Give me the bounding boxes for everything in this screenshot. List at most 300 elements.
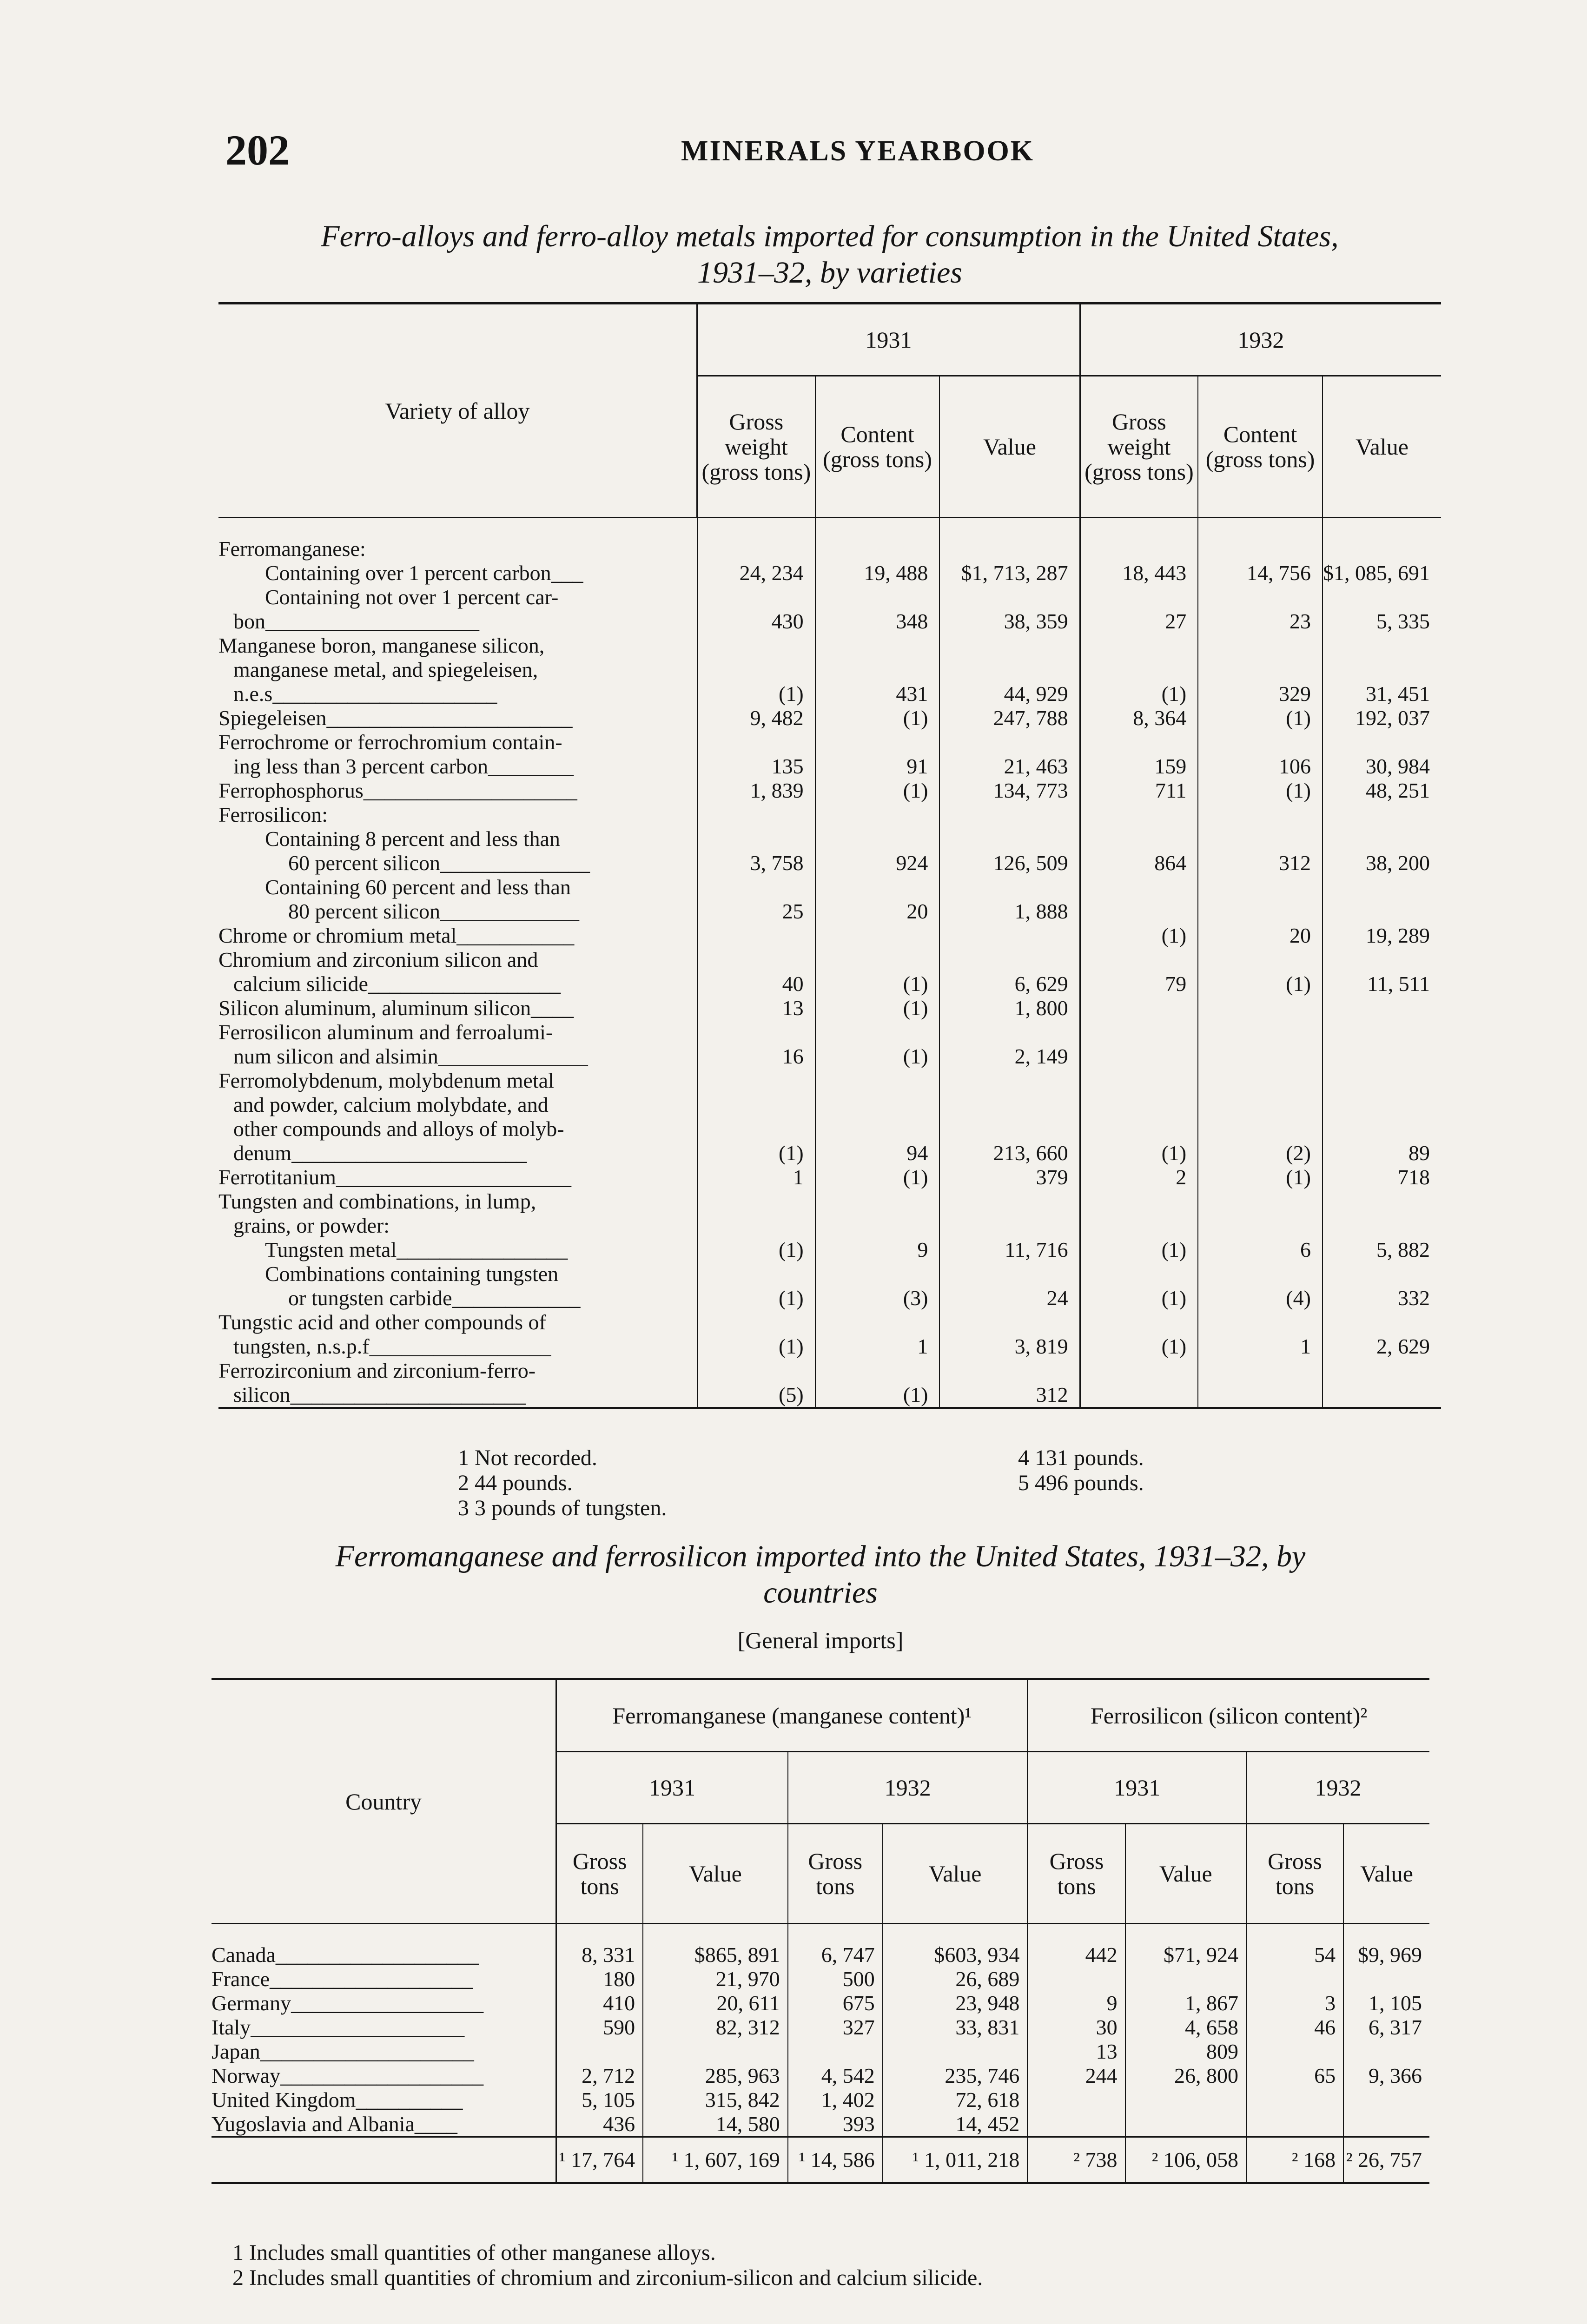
gross-weight-1931: (1) [697, 1286, 815, 1310]
value-1931 [939, 1262, 1080, 1286]
year-1932-header: 1932 [1080, 304, 1441, 376]
value-1932 [1322, 585, 1441, 609]
content-1931 [815, 1069, 940, 1093]
footnote: 5 496 pounds. [1018, 1471, 1144, 1495]
gross-weight-1932: 864 [1080, 851, 1198, 875]
gross-weight-1932: (1) [1080, 1286, 1198, 1310]
gross-weight-1931 [697, 948, 815, 972]
content-1931 [815, 803, 940, 827]
value-1932 [1322, 827, 1441, 851]
table-row [218, 658, 1441, 682]
year-1931-header: 1931 [556, 1752, 788, 1824]
value-1931 [939, 948, 1080, 972]
fs-gross-1932 [1246, 2088, 1343, 2112]
fm-value-1932 [883, 2040, 1028, 2064]
content-1932 [1198, 1093, 1322, 1117]
fs-value-1931: 809 [1125, 2040, 1246, 2064]
value-1931 [939, 803, 1080, 827]
content-1932 [1198, 948, 1322, 972]
table-row [218, 609, 1441, 634]
table1-title-line2: 1931–32, by varieties [697, 256, 963, 290]
gross-weight-1932 [1080, 899, 1198, 924]
table-row [212, 1991, 1429, 2015]
table2-title [212, 1538, 1429, 1611]
fs-value-1931: 26, 800 [1125, 2064, 1246, 2088]
value-1932 [1322, 875, 1441, 899]
content-1932 [1198, 899, 1322, 924]
fs-value-1932: 6, 317 [1369, 2015, 1422, 2039]
content-1932: (1) [1198, 1165, 1322, 1189]
gross-weight-1932 [1080, 875, 1198, 899]
content-1932: 106 [1198, 754, 1322, 779]
content-1931: 348 [815, 609, 940, 634]
value-1932 [1322, 1044, 1441, 1069]
gross-weight-1932 [1080, 996, 1198, 1020]
variety-label: Ferrosilicon: [218, 803, 697, 827]
variety-label: Containing 60 percent and less than [218, 875, 697, 899]
content-1932 [1198, 1214, 1322, 1238]
value-1932: 718 [1398, 1165, 1430, 1189]
variety-label: tungsten, n.s.p.f_________________ [218, 1334, 697, 1359]
fm-value-1932: 23, 948 [883, 1991, 1028, 2015]
footnote: 2 Includes small quantities of chromium and zirconium-silicon and calcium silicide. [232, 2265, 983, 2290]
gross-weight-1931: (1) [697, 682, 815, 706]
variety-label: Ferrochrome or ferrochromium contain- [218, 730, 697, 754]
value-1932: 31, 451 [1366, 682, 1430, 706]
variety-header: Variety of alloy [218, 304, 697, 518]
value-1932: 38, 200 [1366, 851, 1430, 875]
variety-label: 80 percent silicon_____________ [218, 899, 697, 924]
content-1931 [815, 948, 940, 972]
value-header: Value [1125, 1824, 1246, 1924]
value-1931 [939, 518, 1080, 561]
gross-weight-1932 [1080, 1214, 1198, 1238]
content-1932: 23 [1198, 609, 1322, 634]
totals-row [212, 2137, 1429, 2184]
fs-gross-1932 [1246, 2040, 1343, 2064]
variety-label: Ferrotitanium______________________ [218, 1165, 697, 1189]
value-header: Value [883, 1824, 1028, 1924]
value-1932: 48, 251 [1366, 779, 1430, 802]
table-row [218, 1189, 1441, 1214]
table1-footnotes-left [458, 1446, 667, 1521]
gross-weight-1932 [1080, 1262, 1198, 1286]
gross-weight-1931: 1, 839 [697, 779, 815, 803]
content-1931 [815, 1262, 940, 1286]
gross-weight-1932 [1080, 730, 1198, 754]
table-row [218, 585, 1441, 609]
fs-value-1931 [1125, 1967, 1246, 1991]
country-header: Country [212, 1679, 556, 1924]
content-1932 [1198, 996, 1322, 1020]
gross-weight-header: Gross weight (gross tons) [697, 376, 815, 518]
value-1931: 1, 800 [939, 996, 1080, 1020]
content-1932 [1198, 658, 1322, 682]
gross-weight-1932 [1080, 1069, 1198, 1093]
gross-weight-1931 [697, 1214, 815, 1238]
table2-subtitle: [General imports] [737, 1627, 904, 1653]
gross-weight-1931 [697, 1093, 815, 1117]
value-1931: 312 [939, 1383, 1080, 1408]
table-row [218, 682, 1441, 706]
content-1932: (1) [1198, 972, 1322, 996]
gross-tons-header: Gross tons [1246, 1824, 1343, 1924]
table1-footnotes-right [1018, 1446, 1144, 1496]
value-1932: 89 [1408, 1141, 1430, 1165]
value-1932 [1322, 1020, 1441, 1044]
gross-weight-1931 [697, 1189, 815, 1214]
gross-weight-header: Gross weight (gross tons) [1080, 376, 1198, 518]
content-1931 [815, 827, 940, 851]
gross-weight-1932 [1080, 1189, 1198, 1214]
value-1931: 38, 359 [939, 609, 1080, 634]
value-1932: 19, 289 [1366, 924, 1430, 947]
variety-label: Combinations containing tungsten [218, 1262, 697, 1286]
variety-label: manganese metal, and spiegeleisen, [218, 658, 697, 682]
fm-gross-1931 [556, 2040, 643, 2064]
fm-gross-1932: 1, 402 [788, 2088, 883, 2112]
fs-gross-1932: 3 [1246, 1991, 1343, 2015]
gross-weight-1932: 711 [1080, 779, 1198, 803]
content-1931 [815, 1117, 940, 1141]
table-row [212, 2040, 1429, 2064]
table-row [212, 1924, 1429, 1967]
table-row [218, 754, 1441, 779]
fs-gross-1931: 9 [1028, 1991, 1125, 2015]
table-row [218, 899, 1441, 924]
table-row [218, 1238, 1441, 1262]
variety-label: Containing 8 percent and less than [218, 827, 697, 851]
table1-title [218, 218, 1441, 291]
fm-gross-1931: 8, 331 [556, 1924, 643, 1967]
value-1931 [939, 1310, 1080, 1334]
fm-gross-1931: 180 [556, 1967, 643, 1991]
content-1932 [1198, 1069, 1322, 1093]
content-1931: 94 [815, 1141, 940, 1165]
fm-value-1932: 235, 746 [883, 2064, 1028, 2088]
variety-label: and powder, calcium molybdate, and [218, 1093, 697, 1117]
gross-weight-1931: 16 [697, 1044, 815, 1069]
fm-value-1932: 14, 452 [883, 2112, 1028, 2137]
gross-weight-1931: 135 [697, 754, 815, 779]
value-1931: 213, 660 [939, 1141, 1080, 1165]
gross-weight-1931: 430 [697, 609, 815, 634]
gross-weight-1932 [1080, 827, 1198, 851]
gross-weight-1931: (1) [697, 1334, 815, 1359]
variety-label: calcium silicide__________________ [218, 972, 697, 996]
value-1931: 1, 888 [939, 899, 1080, 924]
variety-label: Chromium and zirconium silicon and [218, 948, 697, 972]
gross-weight-1932 [1080, 585, 1198, 609]
table-row [218, 706, 1441, 730]
value-1931: 21, 463 [939, 754, 1080, 779]
content-1931: (1) [815, 1383, 940, 1408]
fm-gross-1931: 410 [556, 1991, 643, 2015]
fm-gross-1932: 675 [788, 1991, 883, 2015]
value-1931 [939, 875, 1080, 899]
value-1932 [1322, 1383, 1441, 1408]
gross-weight-1931 [697, 827, 815, 851]
table-row [218, 972, 1441, 996]
ferrosilicon-group-header: Ferrosilicon (silicon content)² [1028, 1679, 1429, 1752]
fm-value-1931 [643, 2040, 788, 2064]
gross-weight-1931 [697, 803, 815, 827]
value-1932 [1322, 996, 1441, 1020]
variety-label: bon____________________ [218, 609, 697, 634]
fm-value-1931: 82, 312 [643, 2015, 788, 2040]
fs-gross-1931 [1028, 2112, 1125, 2137]
table-row [218, 1334, 1441, 1359]
value-header: Value [643, 1824, 788, 1924]
table-row [218, 827, 1441, 851]
total-fs-value-1932: ² 26, 757 [1343, 2137, 1429, 2184]
content-1932: 312 [1198, 851, 1322, 875]
variety-label: Tungsten and combinations, in lump, [218, 1189, 697, 1214]
content-1932 [1198, 1383, 1322, 1408]
footnote: 1 Includes small quantities of other manganese alloys. [232, 2240, 716, 2265]
content-1931 [815, 585, 940, 609]
table2-footnotes [232, 2240, 983, 2291]
total-fm-value-1932: ¹ 1, 011, 218 [883, 2137, 1028, 2184]
fs-value-1931: 1, 867 [1125, 1991, 1246, 2015]
fs-value-1931 [1125, 2088, 1246, 2112]
content-1931: 431 [815, 682, 940, 706]
table-row [218, 1262, 1441, 1286]
running-head: MINERALS YEARBOOK [681, 135, 1035, 167]
value-header: Value [939, 376, 1080, 518]
fm-gross-1932 [788, 2040, 883, 2064]
content-1931: (1) [815, 996, 940, 1020]
fm-value-1931: 20, 611 [643, 1991, 788, 2015]
content-1931: 1 [815, 1334, 940, 1359]
gross-weight-1931 [697, 658, 815, 682]
table-row [218, 924, 1441, 948]
value-1932 [1322, 518, 1441, 561]
gross-weight-1931 [697, 875, 815, 899]
content-1932: 6 [1198, 1238, 1322, 1262]
content-1932 [1198, 1020, 1322, 1044]
table1-title-line1: Ferro-alloys and ferro-alloy metals imported for consumption in the United States, [321, 219, 1339, 253]
gross-weight-1931 [697, 585, 815, 609]
content-1931: 91 [815, 754, 940, 779]
gross-weight-1931: 9, 482 [697, 706, 815, 730]
gross-weight-1931: (1) [697, 1238, 815, 1262]
value-1932 [1322, 1189, 1441, 1214]
content-1931: (1) [815, 1044, 940, 1069]
value-1931 [939, 585, 1080, 609]
gross-weight-1932 [1080, 1044, 1198, 1069]
content-1931 [815, 634, 940, 658]
variety-label: Ferromolybdenum, molybdenum metal [218, 1069, 697, 1093]
table2-title-line2: countries [763, 1576, 878, 1610]
fm-value-1931: 315, 842 [643, 2088, 788, 2112]
fs-gross-1931 [1028, 2088, 1125, 2112]
table-row [218, 518, 1441, 561]
value-1932 [1322, 899, 1441, 924]
variety-label: denum______________________ [218, 1141, 697, 1165]
table-row [218, 996, 1441, 1020]
value-1932 [1322, 1214, 1441, 1238]
value-1932 [1322, 1093, 1441, 1117]
fm-gross-1931: 2, 712 [556, 2064, 643, 2088]
fs-value-1931: $71, 924 [1125, 1924, 1246, 1967]
gross-weight-1931 [697, 730, 815, 754]
country-label: Norway___________________ [212, 2064, 556, 2088]
fs-gross-1932: 54 [1246, 1924, 1343, 1967]
value-1931 [939, 1189, 1080, 1214]
content-header: Content (gross tons) [1198, 376, 1322, 518]
content-header: Content (gross tons) [815, 376, 940, 518]
content-1931: 9 [815, 1238, 940, 1262]
value-1931 [939, 1359, 1080, 1383]
gross-weight-1932 [1080, 518, 1198, 561]
content-1931: 20 [815, 899, 940, 924]
fs-gross-1931 [1028, 1967, 1125, 1991]
content-1932 [1198, 1044, 1322, 1069]
content-1931: (1) [815, 972, 940, 996]
content-1932 [1198, 1310, 1322, 1334]
country-label: Canada___________________ [212, 1924, 556, 1967]
total-fs-gross-1932: ² 168 [1246, 2137, 1343, 2184]
gross-weight-1931 [697, 634, 815, 658]
variety-label: n.e.s_____________________ [218, 682, 697, 706]
fm-value-1932: $603, 934 [883, 1924, 1028, 1967]
country-label: United Kingdom__________ [212, 2088, 556, 2112]
content-1932: (2) [1198, 1141, 1322, 1165]
content-1931: 19, 488 [815, 561, 940, 585]
fm-gross-1932: 6, 747 [788, 1924, 883, 1967]
content-1931: 924 [815, 851, 940, 875]
table-ferromanganese-ferrosilicon [212, 1678, 1429, 2184]
variety-label: grains, or powder: [218, 1214, 697, 1238]
variety-label: silicon______________________ [218, 1383, 697, 1408]
value-1932 [1322, 634, 1441, 658]
year-1931-header: 1931 [1028, 1752, 1246, 1824]
gross-weight-1931 [697, 1020, 815, 1044]
gross-weight-1932: (1) [1080, 1141, 1198, 1165]
footnote: 3 3 pounds of tungsten. [458, 1496, 667, 1520]
table-row [218, 1383, 1441, 1408]
variety-label: Silicon aluminum, aluminum silicon____ [218, 996, 697, 1020]
value-1932: 2, 629 [1376, 1334, 1430, 1358]
value-1931: 3, 819 [939, 1334, 1080, 1359]
content-1932: 329 [1198, 682, 1322, 706]
value-1932 [1322, 658, 1441, 682]
gross-weight-1931 [697, 1069, 815, 1093]
variety-label: ing less than 3 percent carbon________ [218, 754, 697, 779]
variety-label: Containing over 1 percent carbon___ [218, 561, 697, 585]
fm-value-1931: 21, 970 [643, 1967, 788, 1991]
content-1931 [815, 1093, 940, 1117]
fs-value-1931 [1125, 2112, 1246, 2137]
gross-weight-1931 [697, 924, 815, 948]
variety-label: Ferrosilicon aluminum and ferroalumi- [218, 1020, 697, 1044]
content-1931: (1) [815, 779, 940, 803]
gross-weight-1931: (5) [697, 1383, 815, 1408]
value-1932: 332 [1398, 1286, 1430, 1310]
content-1931 [815, 875, 940, 899]
gross-weight-1931 [697, 1310, 815, 1334]
table-row [212, 2064, 1429, 2088]
value-1931 [939, 1069, 1080, 1093]
variety-label: other compounds and alloys of molyb- [218, 1117, 697, 1141]
value-1931: 24 [939, 1286, 1080, 1310]
content-1931 [815, 924, 940, 948]
value-1932: 30, 984 [1366, 754, 1430, 778]
variety-label: Containing not over 1 percent car- [218, 585, 697, 609]
fs-value-1932 [1343, 2040, 1429, 2064]
value-1931: 134, 773 [939, 779, 1080, 803]
fs-value-1932 [1343, 2112, 1429, 2137]
value-1931: 11, 716 [939, 1238, 1080, 1262]
gross-weight-1932: (1) [1080, 1238, 1198, 1262]
value-1931 [939, 658, 1080, 682]
value-header: Value [1322, 376, 1441, 518]
value-1932 [1322, 1310, 1441, 1334]
value-1931: 2, 149 [939, 1044, 1080, 1069]
content-1931 [815, 730, 940, 754]
gross-weight-1932: (1) [1080, 924, 1198, 948]
value-1932 [1322, 1262, 1441, 1286]
variety-label: Spiegeleisen_______________________ [218, 706, 697, 730]
value-1932 [1322, 730, 1441, 754]
variety-label: Manganese boron, manganese silicon, [218, 634, 697, 658]
table-row [218, 1141, 1441, 1165]
content-1932 [1198, 803, 1322, 827]
table-row [218, 875, 1441, 899]
content-1931 [815, 658, 940, 682]
table2-title-line1: Ferromanganese and ferrosilicon imported into the United States, 1931–32, by [335, 1539, 1306, 1573]
fm-gross-1932: 327 [788, 2015, 883, 2040]
fs-gross-1932 [1246, 1967, 1343, 1991]
fs-gross-1931: 244 [1028, 2064, 1125, 2088]
fm-gross-1932: 4, 542 [788, 2064, 883, 2088]
gross-weight-1932: (1) [1080, 1334, 1198, 1359]
fs-gross-1931: 30 [1028, 2015, 1125, 2040]
total-fs-value-1931: ² 106, 058 [1125, 2137, 1246, 2184]
content-1932: 20 [1198, 924, 1322, 948]
footnote: 2 44 pounds. [458, 1471, 573, 1495]
variety-label: Chrome or chromium metal___________ [218, 924, 697, 948]
gross-weight-1931 [697, 518, 815, 561]
content-1932 [1198, 827, 1322, 851]
gross-weight-1932 [1080, 1020, 1198, 1044]
table-row [218, 1044, 1441, 1069]
fs-value-1932: 1, 105 [1369, 1991, 1422, 2015]
content-1932: (1) [1198, 779, 1322, 803]
gross-tons-header: Gross tons [1028, 1824, 1125, 1924]
content-1932: 1 [1198, 1334, 1322, 1359]
value-1931 [939, 924, 1080, 948]
content-1931 [815, 518, 940, 561]
fm-gross-1931: 436 [556, 2112, 643, 2137]
fm-value-1932: 72, 618 [883, 2088, 1028, 2112]
value-1932 [1322, 1117, 1441, 1141]
value-1931 [939, 1214, 1080, 1238]
year-1932-header: 1932 [1246, 1752, 1429, 1824]
value-1931: 6, 629 [939, 972, 1080, 996]
fs-gross-1932 [1246, 2112, 1343, 2137]
gross-weight-1932 [1080, 1117, 1198, 1141]
table-row [218, 634, 1441, 658]
total-fm-gross-1931: ¹ 17, 764 [556, 2137, 643, 2184]
table-row [218, 1286, 1441, 1310]
ferromanganese-group-header: Ferromanganese (manganese content)¹ [556, 1679, 1028, 1752]
gross-weight-1931 [697, 1117, 815, 1141]
gross-weight-1932 [1080, 658, 1198, 682]
variety-label: or tungsten carbide____________ [218, 1286, 697, 1310]
content-1931 [815, 1359, 940, 1383]
